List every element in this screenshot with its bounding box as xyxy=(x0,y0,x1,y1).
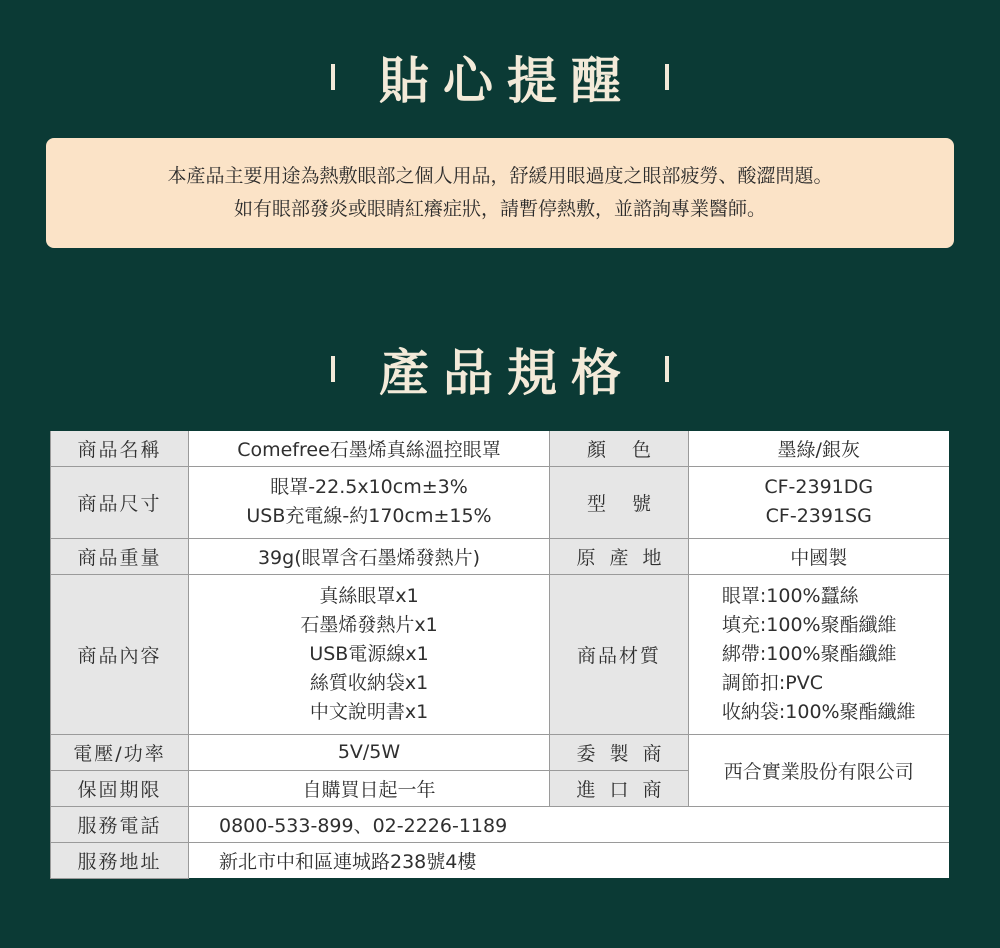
contents-line: 真絲眼罩x1 xyxy=(319,584,419,607)
size-value xyxy=(189,466,550,538)
importer-label: 進口商 xyxy=(550,770,689,806)
weight-value: 39g(眼罩含石墨烯發熱片) xyxy=(189,538,550,574)
material-line: 調節扣:PVC xyxy=(721,671,823,694)
heading-right-bar xyxy=(665,356,669,382)
size-line: 眼罩-22.5x10cm±3% xyxy=(270,476,468,498)
material-line: 綁帶:100%聚酯纖維 xyxy=(721,642,897,665)
material-line: 收納袋:100%聚酯纖維 xyxy=(721,700,916,723)
reminder-notice xyxy=(46,138,954,248)
table-row xyxy=(51,431,949,466)
phone-label: 服務電話 xyxy=(51,806,189,842)
table-row xyxy=(51,574,949,734)
heading-right-bar xyxy=(665,64,669,90)
address-value: 新北市中和區連城路238號4樓 xyxy=(189,842,949,878)
heading-left-bar xyxy=(331,64,335,90)
table-row xyxy=(51,734,949,770)
specs-title: 產品規格 xyxy=(379,343,635,402)
contents-value xyxy=(189,574,550,734)
contents-line: USB電源線x1 xyxy=(309,642,429,665)
specs-heading xyxy=(0,336,1000,402)
contents-line: 石墨烯發熱片x1 xyxy=(300,613,438,636)
material-label: 商品材質 xyxy=(550,574,689,734)
heading-left-bar xyxy=(331,356,335,382)
product-name-value: Comefree石墨烯真絲溫控眼罩 xyxy=(189,431,550,466)
material-line: 填充:100%聚酯纖維 xyxy=(721,613,897,636)
weight-label: 商品重量 xyxy=(51,538,189,574)
table-row xyxy=(51,466,949,538)
address-label: 服務地址 xyxy=(51,842,189,878)
product-name-label: 商品名稱 xyxy=(51,431,189,466)
manufacturer-label: 委製商 xyxy=(550,734,689,770)
model-label: 型號 xyxy=(550,466,689,538)
material-line: 眼罩:100%蠶絲 xyxy=(721,584,859,607)
contents-line: 中文說明書x1 xyxy=(309,700,429,723)
material-value xyxy=(689,574,949,734)
size-label: 商品尺寸 xyxy=(51,466,189,538)
table-row xyxy=(51,538,949,574)
reminder-title: 貼心提醒 xyxy=(379,51,635,110)
model-value xyxy=(689,466,949,538)
size-line: USB充電線-約170cm±15% xyxy=(246,505,492,527)
model-line: CF-2391DG xyxy=(764,476,874,498)
warranty-value: 自購買日起一年 xyxy=(189,770,550,806)
phone-value: 0800-533-899、02-2226-1189 xyxy=(189,806,949,842)
contents-line: 絲質收納袋x1 xyxy=(309,671,429,694)
reminder-heading xyxy=(0,44,1000,110)
spec-table xyxy=(50,431,949,879)
warranty-label: 保固期限 xyxy=(51,770,189,806)
color-label: 顏色 xyxy=(550,431,689,466)
contents-label: 商品內容 xyxy=(51,574,189,734)
notice-line: 如有眼部發炎或眼睛紅癢症狀，請暫停熱敷，並諮詢專業醫師。 xyxy=(233,198,766,220)
model-line: CF-2391SG xyxy=(765,505,872,527)
notice-line: 本產品主要用途為熱敷眼部之個人用品，舒緩用眼過度之眼部疲勞、酸澀問題。 xyxy=(167,165,833,187)
color-value: 墨綠/銀灰 xyxy=(689,431,949,466)
voltage-value: 5V/5W xyxy=(189,734,550,770)
voltage-label: 電壓/功率 xyxy=(51,734,189,770)
table-row xyxy=(51,842,949,878)
origin-value: 中國製 xyxy=(689,538,949,574)
company-value: 西合實業股份有限公司 xyxy=(689,734,949,806)
table-row xyxy=(51,806,949,842)
origin-label: 原產地 xyxy=(550,538,689,574)
